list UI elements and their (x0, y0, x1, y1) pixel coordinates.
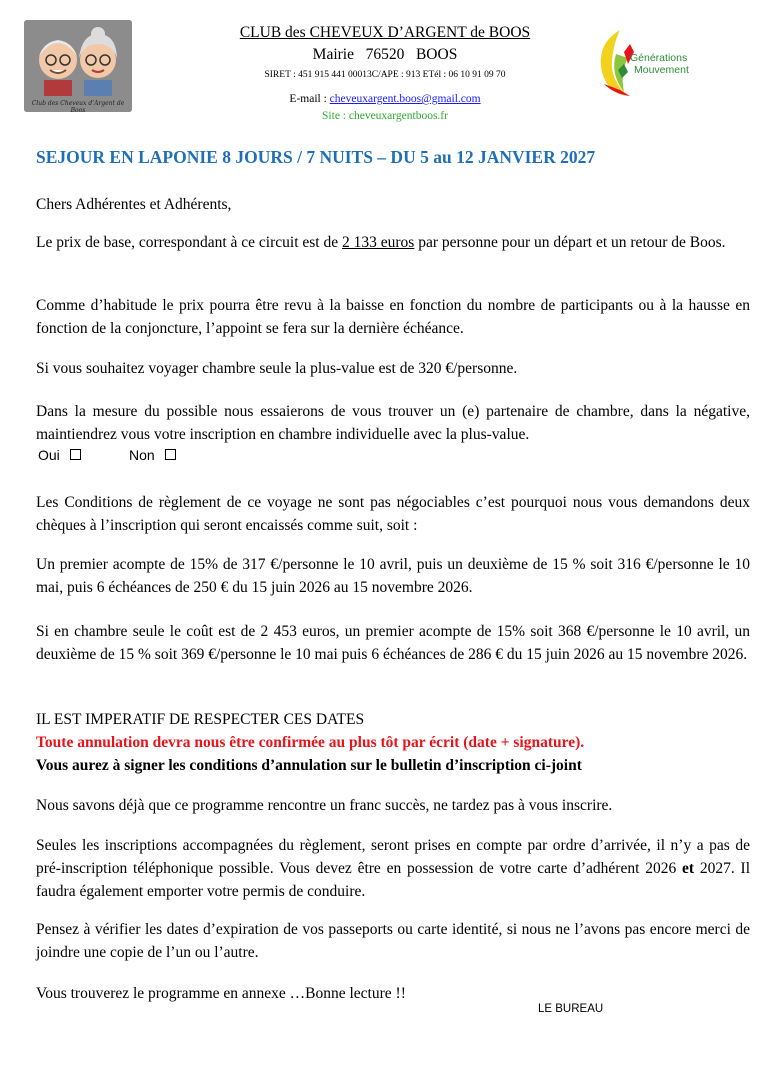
club-logo (24, 20, 132, 112)
inscriptions-text-before: Seules les inscriptions accompagnées du règlement, seront prises en compte par ordre d’arrivée, il n’y a pas de pré-inscription téléphonique possible. Vous devez être en possession de votre carte d’adhérent 2026 (36, 837, 750, 877)
price-value: 2 133 euros (342, 234, 415, 251)
partner-paragraph: Dans la mesure du possible nous essaierons de vous trouver un (e) partenaire de chambre, dans la négative, maintiendrez vous votre inscription en chambre individuelle avec la plus-value. (36, 403, 750, 443)
email-label: E-mail : (289, 93, 330, 105)
price-text-before: Le prix de base, correspondant à ce circuit est de (36, 234, 342, 251)
non-checkbox[interactable] (165, 449, 176, 460)
passeports-paragraph: Pensez à vérifier les dates d’expiration de vos passeports ou carte identité, si nous ne l’avons pas encore merci de joindre une copie de l’un ou l’autre. (36, 921, 750, 961)
conditions-paragraph: Les Conditions de règlement de ce voyage ne sont pas négociables c’est pourquoi nous vous demandons deux chèques à l’inscription qui seront encaissés comme suit, soit : (36, 494, 750, 534)
signer-notice: Vous aurez à signer les conditions d’annulation sur le bulletin d’inscription ci-joint (36, 757, 582, 774)
non-option[interactable] (129, 447, 176, 463)
price-text-after: par personne pour un départ et un retour de Boos. (414, 234, 726, 251)
partner-logo-line1: Générations (630, 52, 688, 64)
website-line[interactable]: Site : cheveuxargentboos.fr (322, 110, 448, 122)
club-siret: SIRET : 451 915 441 00013C/APE : 913 ETél : 06 10 91 09 70 (264, 70, 506, 80)
annulation-warning: Toute annulation devra nous être confirmée au plus tôt par écrit (date + signature). (36, 734, 585, 751)
single-cost-paragraph: Si en chambre seule le coût est de 2 453 euros, un premier acompte de 15% soit 368 €/personne le 10 avril, un deuxième de 15 % soit 369 €/personne le 10 mai puis 6 échéances de 286 € du 15 juin 2026 au 15 novembre 2026. (36, 623, 750, 663)
oui-label: Oui (38, 447, 60, 463)
oui-option[interactable] (38, 447, 81, 463)
club-name: CLUB des CHEVEUX D’ARGENT de BOOS (239, 24, 531, 41)
inscriptions-text-after: 2027. Il faudra également emporter votre permis de conduire. (36, 860, 751, 900)
club-logo-illustration (24, 20, 132, 112)
price-paragraph (36, 231, 750, 254)
revision-paragraph: Comme d’habitude le prix pourra être revu à la baisse en fonction du nombre de participants ou à la hausse en fonction de la conjoncture, l’appoint se fera sur la dernière échéance. (36, 297, 750, 337)
programme-paragraph: Vous trouverez le programme en annexe …Bonne lecture !! (36, 985, 406, 1002)
club-logo-caption: Club des Cheveux d’Argent de Boos (31, 100, 125, 112)
deposit-paragraph: Un premier acompte de 15% de 317 €/personne le 10 avril, puis un deuxième de 15 % soit 316 €/personne le 10 mai, puis 6 échéances de 250 € du 15 juin 2026 au 15 novembre 2026. (36, 556, 750, 596)
oui-checkbox[interactable] (70, 449, 81, 460)
email-line (240, 93, 530, 105)
imperatif-line: IL EST IMPERATIF DE RESPECTER CES DATES (36, 711, 365, 728)
inscriptions-et: et (682, 860, 695, 877)
signature: LE BUREAU (538, 1003, 604, 1015)
partner-logo-line2: Mouvement (634, 64, 689, 76)
generations-mouvement-logo (590, 24, 720, 100)
inscriptions-paragraph (36, 834, 750, 903)
succes-paragraph: Nous savons déjà que ce programme rencontre un franc succès, ne tardez pas à vous inscrire. (36, 797, 613, 814)
page-title: SEJOUR EN LAPONIE 8 JOURS / 7 NUITS – DU 5 au 12 JANVIER 2027 (36, 147, 596, 167)
email-link[interactable]: cheveuxargent.boos@gmail.com (329, 93, 481, 105)
single-room-paragraph: Si vous souhaitez voyager chambre seule la plus-value est de 320 €/personne. (36, 360, 518, 377)
non-label: Non (129, 447, 155, 463)
greeting: Chers Adhérentes et Adhérents, (36, 196, 232, 213)
club-address: Mairie 76520 BOOS (312, 46, 458, 63)
